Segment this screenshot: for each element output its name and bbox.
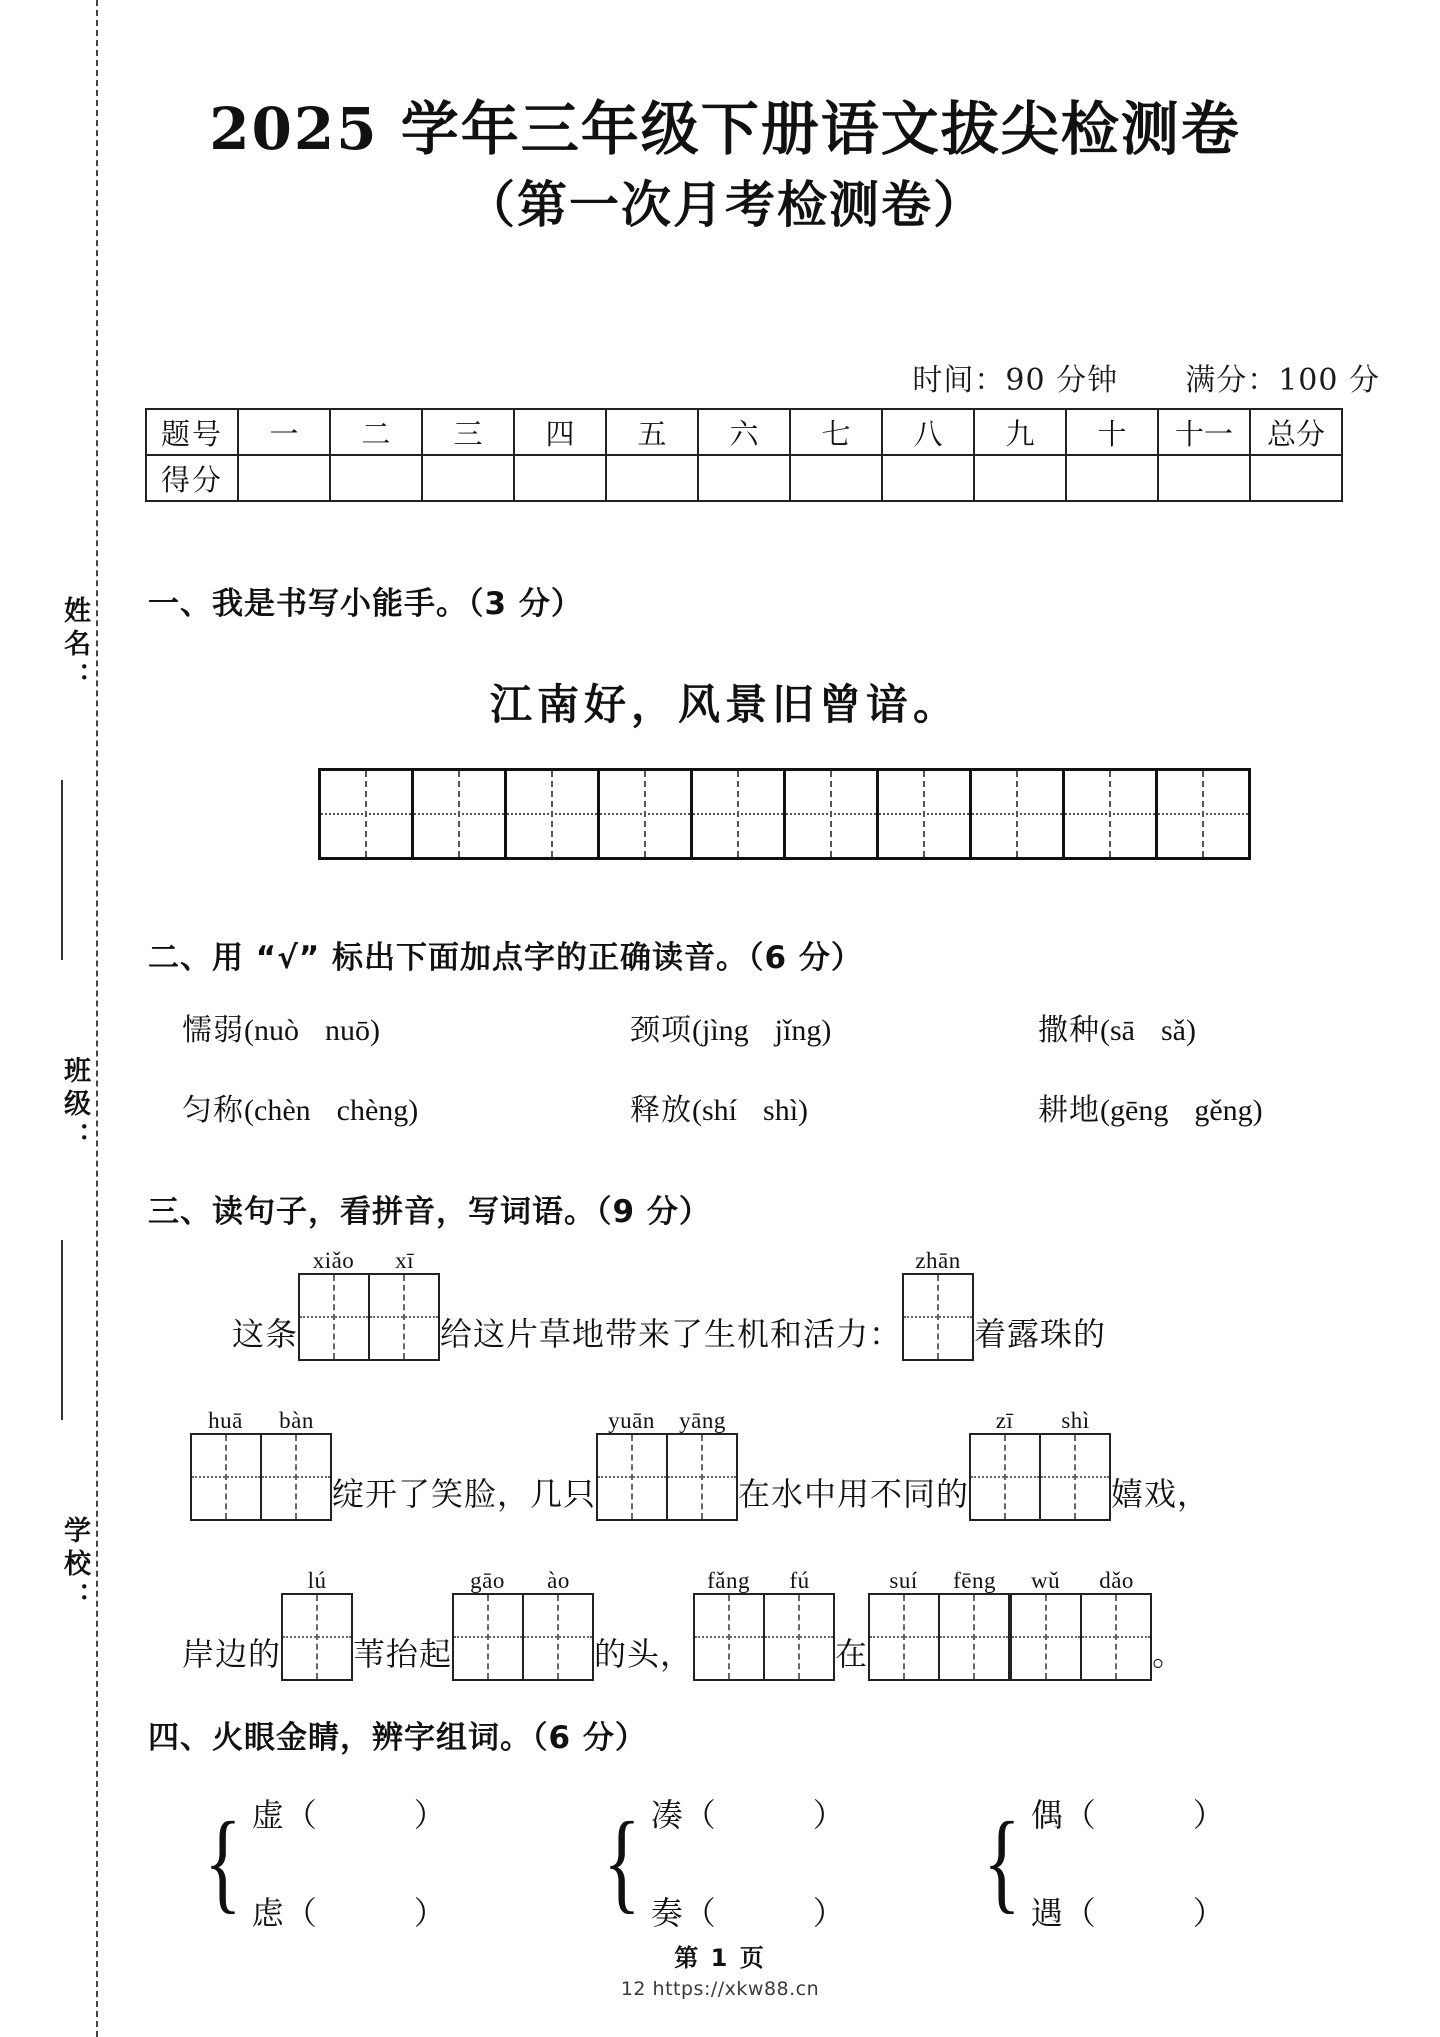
- score-table: [145, 408, 1343, 502]
- writing-cell[interactable]: [940, 1595, 1008, 1679]
- pinyin-syllable: fú: [789, 1568, 810, 1593]
- handwriting-grid: [318, 768, 1251, 860]
- sidebar-school-label: 学校：: [59, 1515, 90, 1615]
- pinyin-syllable: yāng: [679, 1408, 726, 1433]
- character-prompt: 奏（: [650, 1894, 717, 1932]
- pinyin-syllable: xī: [395, 1248, 414, 1273]
- page-number: 第 1 页: [674, 1944, 766, 1972]
- handwriting-cell[interactable]: [507, 771, 600, 857]
- character-prompt: 虚（: [251, 1796, 318, 1834]
- pinyin-option-b[interactable]: jǐng: [774, 1014, 822, 1047]
- score-cell-7[interactable]: [790, 455, 882, 501]
- sentence-text: 在水中用不同的: [738, 1475, 970, 1513]
- sentence-text: 绽开了笑脸，几只: [332, 1475, 597, 1513]
- score-table-col-10: 十: [1066, 409, 1158, 455]
- score-cell-1[interactable]: [238, 455, 330, 501]
- pinyin-syllable: lú: [307, 1568, 327, 1593]
- section-3-title: 三、读句子，看拼音，写词语。（9 分）: [148, 1194, 711, 1230]
- pinyin-hint: [596, 1408, 738, 1433]
- score-cell-3[interactable]: [422, 455, 514, 501]
- section-1-sentence: 江南好，风景旧曾谙。: [489, 680, 960, 729]
- pinyin-syllable: dǎo: [1099, 1568, 1134, 1593]
- pinyin-word: 懦弱: [182, 1013, 244, 1048]
- pinyin-syllable: fēng: [953, 1568, 996, 1593]
- writing-boxes: [298, 1273, 440, 1361]
- character-pair-items: [651, 1790, 846, 1934]
- pinyin-option-b[interactable]: sǎ: [1161, 1014, 1186, 1047]
- writing-cell[interactable]: [370, 1275, 438, 1359]
- writing-cell[interactable]: [192, 1435, 262, 1519]
- character-prompt: 遇（: [1030, 1894, 1097, 1932]
- sentence-text: 。: [1152, 1635, 1186, 1673]
- pinyin-syllable: bàn: [279, 1408, 314, 1433]
- writing-boxes: [969, 1433, 1111, 1521]
- character-pair-items: [252, 1790, 447, 1934]
- score-table-row-label-question: 题号: [146, 409, 238, 455]
- pinyin-option-a[interactable]: gēng: [1110, 1094, 1169, 1127]
- pinyin-syllable: wǔ: [1031, 1568, 1061, 1593]
- score-table-row-label-score: 得分: [146, 455, 238, 501]
- sentence-text: 着露珠的: [974, 1315, 1107, 1353]
- sentence-text: 在: [835, 1635, 869, 1673]
- pinyin-option-a[interactable]: nuò: [254, 1014, 299, 1047]
- score-cell-11[interactable]: [1158, 455, 1250, 501]
- section-1-title: 一、我是书写小能手。（3 分）: [148, 586, 583, 622]
- section-4-title: 四、火眼金睛，辨字组词。（6 分）: [148, 1720, 647, 1756]
- writing-cell[interactable]: [870, 1595, 940, 1679]
- score-table-col-4: 四: [514, 409, 606, 455]
- sentence-text: 苇抬起: [353, 1635, 453, 1673]
- curly-brace-icon: {: [603, 1800, 641, 1924]
- writing-cell[interactable]: [668, 1435, 736, 1519]
- pinyin-writing-line: [232, 1248, 1106, 1361]
- handwriting-cell[interactable]: [321, 771, 414, 857]
- handwriting-cell[interactable]: [879, 771, 972, 857]
- pinyin-word: 耕地: [1038, 1093, 1100, 1128]
- character-pair-group: [975, 1790, 1226, 1934]
- writing-cell[interactable]: [598, 1435, 668, 1519]
- sentence-text: 的头，: [594, 1635, 694, 1673]
- pinyin-hint: [298, 1248, 440, 1273]
- pinyin-option-b[interactable]: shì: [763, 1094, 799, 1127]
- writing-cell[interactable]: [695, 1595, 765, 1679]
- curly-brace-icon: {: [204, 1800, 242, 1924]
- sidebar-divider-1: [61, 780, 63, 960]
- section-2-title: 二、用 “√” 标出下面加点字的正确读音。（6 分）: [148, 940, 863, 976]
- pinyin-word: 匀称: [182, 1093, 244, 1128]
- score-cell-4[interactable]: [514, 455, 606, 501]
- writing-cell[interactable]: [971, 1435, 1041, 1519]
- score-table-col-total: 总分: [1250, 409, 1342, 455]
- pinyin-choice-item[interactable]: 匀称(chèn chèng): [182, 1093, 419, 1128]
- pinyin-syllable: gāo: [470, 1568, 505, 1593]
- writing-cell[interactable]: [904, 1275, 972, 1359]
- exam-total-score: 满分：100 分: [1185, 363, 1380, 398]
- score-cell-total[interactable]: [1250, 455, 1342, 501]
- score-table-col-2: 二: [330, 409, 422, 455]
- pinyin-option-a[interactable]: jìng: [702, 1014, 749, 1047]
- exam-meta: [912, 355, 1380, 399]
- sentence-text: 给这片草地带来了生机和活力：: [440, 1315, 903, 1353]
- score-table-col-11: 十一: [1158, 409, 1250, 455]
- footer-url: 12 https://xkw88.cn: [620, 1978, 820, 2000]
- handwriting-cell[interactable]: [600, 771, 693, 857]
- pinyin-syllable: fǎng: [707, 1568, 750, 1593]
- writing-boxes: [693, 1593, 835, 1681]
- pinyin-syllable: ào: [547, 1568, 570, 1593]
- paren-close: ）: [812, 1894, 846, 1932]
- writing-boxes: [902, 1273, 974, 1361]
- sentence-text: 嬉戏，: [1111, 1475, 1211, 1513]
- handwriting-cell[interactable]: [1158, 771, 1248, 857]
- writing-box-group[interactable]: [452, 1568, 594, 1681]
- writing-cell[interactable]: [1082, 1595, 1150, 1679]
- paren-close: ）: [413, 1796, 447, 1834]
- character-pair-top[interactable]: [1031, 1790, 1226, 1836]
- pinyin-choice-row: [0, 1085, 1440, 1128]
- character-pair-group: [196, 1790, 447, 1934]
- pinyin-option-a[interactable]: sā: [1110, 1014, 1135, 1047]
- pinyin-syllable: xiǎo: [312, 1248, 355, 1273]
- score-table-col-5: 五: [606, 409, 698, 455]
- pinyin-hint: [1010, 1568, 1152, 1593]
- score-table-col-9: 九: [974, 409, 1066, 455]
- pinyin-choice-item[interactable]: 撒种(sā sǎ): [1038, 1013, 1196, 1048]
- score-cell-10[interactable]: [1066, 455, 1158, 501]
- pinyin-syllable: zī: [995, 1408, 1014, 1433]
- writing-cell[interactable]: [454, 1595, 524, 1679]
- character-pair-items: [1031, 1790, 1226, 1934]
- writing-box-group[interactable]: [868, 1568, 1010, 1681]
- writing-cell[interactable]: [524, 1595, 592, 1679]
- writing-cell[interactable]: [1012, 1595, 1082, 1679]
- writing-cell[interactable]: [283, 1595, 351, 1679]
- character-pair-bottom[interactable]: [651, 1888, 846, 1934]
- handwriting-cell[interactable]: [972, 771, 1065, 857]
- score-cell-2[interactable]: [330, 455, 422, 501]
- pinyin-choice-item[interactable]: 释放(shí shì): [630, 1093, 809, 1128]
- paren-close: ）: [1192, 1796, 1226, 1834]
- pinyin-hint: [969, 1408, 1111, 1433]
- sentence-text: 岸边的: [182, 1635, 282, 1673]
- character-prompt: 虑（: [251, 1894, 318, 1932]
- table-row: [146, 455, 1342, 501]
- character-prompt: 凑（: [650, 1796, 717, 1834]
- writing-box-group[interactable]: [693, 1568, 835, 1681]
- score-table-col-8: 八: [882, 409, 974, 455]
- pinyin-word: 撒种: [1038, 1013, 1100, 1048]
- pinyin-option-b[interactable]: chèng: [336, 1094, 409, 1127]
- score-cell-9[interactable]: [974, 455, 1066, 501]
- pinyin-syllable: suí: [889, 1568, 918, 1593]
- writing-boxes: [868, 1593, 1010, 1681]
- student-info-strip: [34, 530, 94, 1950]
- score-table-col-1: 一: [238, 409, 330, 455]
- pinyin-choice-item[interactable]: 颈项(jìng jǐng): [630, 1013, 832, 1048]
- writing-box-group[interactable]: [596, 1408, 738, 1521]
- sidebar-class-label: 班级：: [59, 1055, 90, 1155]
- pinyin-syllable: huā: [208, 1408, 243, 1433]
- score-cell-6[interactable]: [698, 455, 790, 501]
- character-pair-bottom[interactable]: [252, 1888, 447, 1934]
- writing-box-group[interactable]: [281, 1568, 353, 1681]
- pinyin-hint: [190, 1408, 332, 1433]
- character-pair-top[interactable]: [252, 1790, 447, 1836]
- page-title: 2025 学年三年级下册语文拔尖检测卷: [209, 95, 1241, 163]
- writing-box-group[interactable]: [298, 1248, 440, 1361]
- page-subtitle: （第一次月考检测卷）: [465, 175, 985, 234]
- sentence-text: 这条: [232, 1315, 299, 1353]
- handwriting-cell[interactable]: [414, 771, 507, 857]
- curly-brace-icon: {: [983, 1800, 1021, 1924]
- writing-boxes: [1010, 1593, 1152, 1681]
- character-pair-bottom[interactable]: [1031, 1888, 1226, 1934]
- paren-close: ）: [812, 1796, 846, 1834]
- pinyin-option-b[interactable]: gěng: [1194, 1094, 1253, 1127]
- writing-cell[interactable]: [765, 1595, 833, 1679]
- score-table-col-6: 六: [698, 409, 790, 455]
- character-pair-top[interactable]: [651, 1790, 846, 1836]
- writing-boxes: [281, 1593, 353, 1681]
- score-table-col-3: 三: [422, 409, 514, 455]
- handwriting-cell[interactable]: [786, 771, 879, 857]
- writing-box-group[interactable]: [969, 1408, 1111, 1521]
- pinyin-hint: [693, 1568, 835, 1593]
- score-cell-5[interactable]: [606, 455, 698, 501]
- pinyin-hint: [281, 1568, 353, 1593]
- writing-box-group[interactable]: [902, 1248, 974, 1361]
- pinyin-choice-row: [0, 1005, 1440, 1048]
- writing-box-group[interactable]: [190, 1408, 332, 1521]
- pinyin-writing-line: [182, 1568, 1185, 1681]
- sidebar-name-label: 姓名：: [59, 595, 90, 695]
- pinyin-word: 颈项: [630, 1013, 692, 1048]
- pinyin-option-a[interactable]: shí: [702, 1094, 738, 1127]
- pinyin-writing-line: [190, 1408, 1210, 1521]
- score-table-col-7: 七: [790, 409, 882, 455]
- pinyin-option-a[interactable]: chèn: [254, 1094, 311, 1127]
- writing-cell[interactable]: [262, 1435, 330, 1519]
- pinyin-hint: [452, 1568, 594, 1593]
- handwriting-cell[interactable]: [693, 771, 786, 857]
- writing-boxes: [452, 1593, 594, 1681]
- paren-close: ）: [1192, 1894, 1226, 1932]
- score-cell-8[interactable]: [882, 455, 974, 501]
- writing-cell[interactable]: [300, 1275, 370, 1359]
- paren-close: ）: [413, 1894, 447, 1932]
- table-row: [146, 409, 1342, 455]
- pinyin-hint: [902, 1248, 974, 1273]
- writing-boxes: [596, 1433, 738, 1521]
- pinyin-syllable: shì: [1061, 1408, 1090, 1433]
- writing-box-group[interactable]: [1010, 1568, 1152, 1681]
- character-pair-group: [595, 1790, 846, 1934]
- pinyin-hint: [868, 1568, 1010, 1593]
- sidebar-divider-2: [61, 1240, 63, 1420]
- pinyin-option-b[interactable]: nuō: [325, 1014, 370, 1047]
- pinyin-syllable: yuān: [608, 1408, 655, 1433]
- handwriting-cell[interactable]: [1065, 771, 1158, 857]
- character-prompt: 偶（: [1030, 1796, 1097, 1834]
- exam-duration: 时间：90 分钟: [912, 363, 1119, 398]
- writing-boxes: [190, 1433, 332, 1521]
- writing-cell[interactable]: [1041, 1435, 1109, 1519]
- pinyin-choice-item[interactable]: 懦弱(nuò nuō): [182, 1013, 380, 1048]
- pinyin-choice-item[interactable]: 耕地(gēng gěng): [1038, 1093, 1263, 1128]
- pinyin-syllable: zhān: [915, 1248, 961, 1273]
- pinyin-word: 释放: [630, 1093, 692, 1128]
